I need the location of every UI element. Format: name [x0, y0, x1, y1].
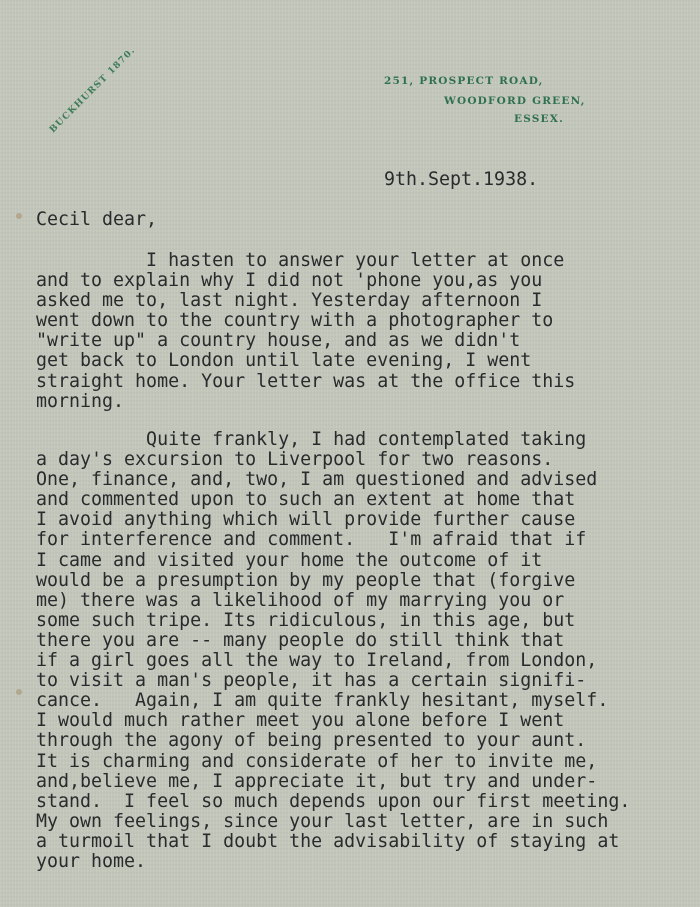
letterhead-address-line1: 251, PROSPECT ROAD,: [384, 75, 544, 87]
letterhead-phone: BUCKHURST 1870.: [48, 45, 138, 136]
letter-line: I hasten to answer your letter at once: [36, 250, 565, 271]
letter-line: asked me to, last night. Yesterday afternoon I: [36, 290, 543, 312]
letter-line: and commented upon to such an extent at home that: [36, 489, 576, 511]
letter-line: I would much rather meet you alone before I went: [36, 710, 565, 732]
letter-salutation: Cecil dear,: [36, 209, 158, 230]
letter-line: me) there was a likelihood of my marrying you or: [36, 589, 565, 611]
letter-line: stand. I feel so much depends upon our first meeting.: [36, 790, 631, 812]
letter-line: One, finance, and, two, I am questioned and advised: [36, 469, 598, 491]
letter-line: if a girl goes all the way to Ireland, from London,: [36, 650, 598, 672]
pinhole-mark: [16, 213, 22, 219]
letter-line: a turmoil that I doubt the advisability of staying at: [36, 830, 620, 852]
letter-line: your home.: [36, 850, 147, 872]
letter-line: get back to London until late evening, I went: [36, 350, 532, 372]
letter-date: 9th.Sept.1938.: [384, 169, 539, 190]
letter-line: to visit a man's people, it has a certain signifi-: [36, 670, 587, 692]
letter-paragraph-1: [36, 251, 575, 412]
letter-paragraph-2: [36, 430, 630, 872]
letter-line: there you are -- many people do still think that: [36, 629, 565, 651]
letterhead-address-line3: ESSEX.: [514, 113, 564, 125]
letter-line: through the agony of being presented to your aunt.: [36, 730, 587, 752]
letter-line: My own feelings, since your last letter, are in such: [36, 810, 609, 832]
letter-line: and to explain why I did not 'phone you,as you: [36, 270, 543, 292]
letter-line: Quite frankly, I had contemplated taking: [36, 429, 587, 450]
letter-line: for interference and comment. I'm afraid that if: [36, 529, 587, 551]
letterhead-address-line2: WOODFORD GREEN,: [444, 95, 586, 107]
letter-line: I avoid anything which will provide further cause: [36, 509, 576, 531]
letter-line: "write up" a country house, and as we didn't: [36, 330, 521, 352]
pinhole-mark: [16, 689, 22, 695]
letter-line: morning.: [36, 390, 125, 412]
letter-line: went down to the country with a photographer to: [36, 310, 554, 332]
letter-line: cance. Again, I am quite frankly hesitant, myself.: [36, 690, 609, 712]
letter-line: It is charming and considerate of her to invite me,: [36, 750, 598, 772]
letter-line: a day's excursion to Liverpool for two reasons.: [36, 449, 554, 471]
letter-line: straight home. Your letter was at the office this: [36, 370, 576, 392]
letter-line: and,believe me, I appreciate it, but try and under-: [36, 770, 598, 792]
letter-line: I came and visited your home the outcome of it: [36, 549, 543, 571]
letter-line: some such tripe. Its ridiculous, in this age, but: [36, 609, 576, 631]
letter-line: would be a presumption by my people that (forgive: [36, 569, 576, 591]
